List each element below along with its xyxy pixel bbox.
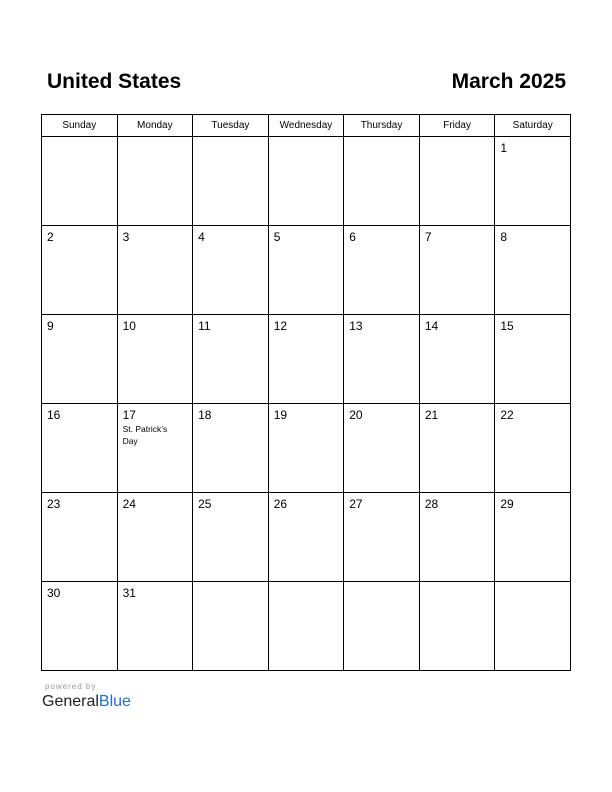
day-number: 12 bbox=[273, 319, 288, 333]
holiday-label: St. Patrick’s Day bbox=[122, 424, 168, 446]
day-number bbox=[193, 137, 268, 141]
empty-day-cell bbox=[268, 137, 344, 226]
day-cell bbox=[344, 493, 420, 582]
empty-day-cell bbox=[117, 137, 193, 226]
empty-day-cell bbox=[495, 582, 571, 671]
day-number: 25 bbox=[198, 497, 212, 511]
day-number: 24 bbox=[122, 497, 136, 511]
day-number bbox=[344, 137, 419, 141]
powered-by-text: powered by bbox=[45, 682, 97, 691]
footer-branding bbox=[42, 682, 131, 711]
brand-general-text: General bbox=[42, 693, 99, 710]
day-number: 23 bbox=[47, 497, 61, 511]
weekday-wednesday: Wednesday bbox=[268, 115, 344, 137]
day-number bbox=[420, 137, 495, 141]
weekday-saturday: Saturday bbox=[495, 115, 571, 137]
week-row bbox=[42, 493, 571, 582]
generalblue-logo[interactable] bbox=[42, 693, 131, 711]
day-number bbox=[495, 582, 570, 586]
day-number: 1 bbox=[500, 141, 508, 155]
day-cell bbox=[495, 493, 571, 582]
day-number: 19 bbox=[273, 408, 288, 422]
day-cell bbox=[268, 226, 344, 315]
day-number bbox=[269, 582, 344, 586]
day-number: 30 bbox=[47, 586, 61, 600]
day-cell bbox=[193, 493, 269, 582]
day-number: 6 bbox=[349, 230, 356, 244]
week-row bbox=[42, 404, 571, 493]
day-number: 9 bbox=[47, 319, 54, 333]
day-number: 10 bbox=[122, 319, 136, 333]
day-cell bbox=[268, 493, 344, 582]
empty-day-cell bbox=[193, 582, 269, 671]
day-number: 31 bbox=[122, 586, 136, 600]
day-cell bbox=[344, 315, 420, 404]
day-number bbox=[269, 137, 344, 141]
day-cell bbox=[419, 493, 495, 582]
day-cell bbox=[268, 315, 344, 404]
calendar-header bbox=[47, 70, 566, 100]
calendar-weeks bbox=[42, 137, 571, 671]
month-calendar-grid bbox=[41, 114, 571, 671]
day-cell bbox=[193, 315, 269, 404]
day-cell bbox=[268, 404, 344, 493]
day-number: 27 bbox=[349, 497, 363, 511]
empty-day-cell bbox=[419, 582, 495, 671]
week-row bbox=[42, 315, 571, 404]
day-cell bbox=[419, 315, 495, 404]
day-cell bbox=[117, 404, 193, 493]
day-number: 18 bbox=[198, 408, 212, 422]
weekday-sunday: Sunday bbox=[42, 115, 118, 137]
day-number: 17 bbox=[122, 408, 136, 422]
day-number: 5 bbox=[273, 230, 281, 244]
day-cell bbox=[419, 404, 495, 493]
day-cell bbox=[117, 493, 193, 582]
week-row bbox=[42, 226, 571, 315]
weekday-monday: Monday bbox=[117, 115, 193, 137]
day-cell bbox=[495, 226, 571, 315]
empty-day-cell bbox=[268, 582, 344, 671]
empty-day-cell bbox=[42, 137, 118, 226]
week-row bbox=[42, 582, 571, 671]
day-number bbox=[193, 582, 268, 586]
day-number: 26 bbox=[273, 497, 288, 511]
day-number: 21 bbox=[424, 408, 439, 422]
day-number: 13 bbox=[349, 319, 363, 333]
day-cell bbox=[42, 582, 118, 671]
day-cell bbox=[117, 315, 193, 404]
day-cell bbox=[344, 226, 420, 315]
weekday-tuesday: Tuesday bbox=[193, 115, 269, 137]
day-number bbox=[344, 582, 419, 586]
empty-day-cell bbox=[193, 137, 269, 226]
day-cell bbox=[344, 404, 420, 493]
day-number: 22 bbox=[500, 408, 514, 422]
day-number bbox=[118, 137, 193, 141]
day-cell bbox=[495, 404, 571, 493]
day-cell bbox=[117, 226, 193, 315]
day-number: 3 bbox=[122, 230, 130, 244]
day-cell bbox=[42, 404, 118, 493]
day-cell bbox=[419, 226, 495, 315]
month-year-title: March 2025 bbox=[451, 70, 566, 93]
empty-day-cell bbox=[344, 582, 420, 671]
day-cell bbox=[42, 315, 118, 404]
weekday-header-row bbox=[42, 115, 571, 137]
day-number: 7 bbox=[424, 230, 432, 244]
day-number: 8 bbox=[500, 230, 508, 244]
empty-day-cell bbox=[419, 137, 495, 226]
day-cell bbox=[193, 404, 269, 493]
day-number: 28 bbox=[424, 497, 439, 511]
day-cell bbox=[42, 226, 118, 315]
day-cell bbox=[193, 226, 269, 315]
day-number: 20 bbox=[349, 408, 363, 422]
country-title: United States bbox=[47, 70, 182, 93]
weekday-friday: Friday bbox=[419, 115, 495, 137]
empty-day-cell bbox=[344, 137, 420, 226]
day-number: 14 bbox=[424, 319, 439, 333]
day-number: 11 bbox=[198, 319, 211, 333]
day-number: 29 bbox=[500, 497, 514, 511]
day-cell bbox=[42, 493, 118, 582]
day-number: 16 bbox=[47, 408, 61, 422]
brand-blue-text: Blue bbox=[98, 693, 131, 710]
day-cell bbox=[117, 582, 193, 671]
day-number bbox=[420, 582, 495, 586]
day-cell bbox=[495, 137, 571, 226]
day-number: 4 bbox=[198, 230, 205, 244]
week-row bbox=[42, 137, 571, 226]
day-number bbox=[42, 137, 117, 141]
day-number: 15 bbox=[500, 319, 514, 333]
day-number: 2 bbox=[47, 230, 54, 244]
weekday-thursday: Thursday bbox=[344, 115, 420, 137]
day-cell bbox=[495, 315, 571, 404]
